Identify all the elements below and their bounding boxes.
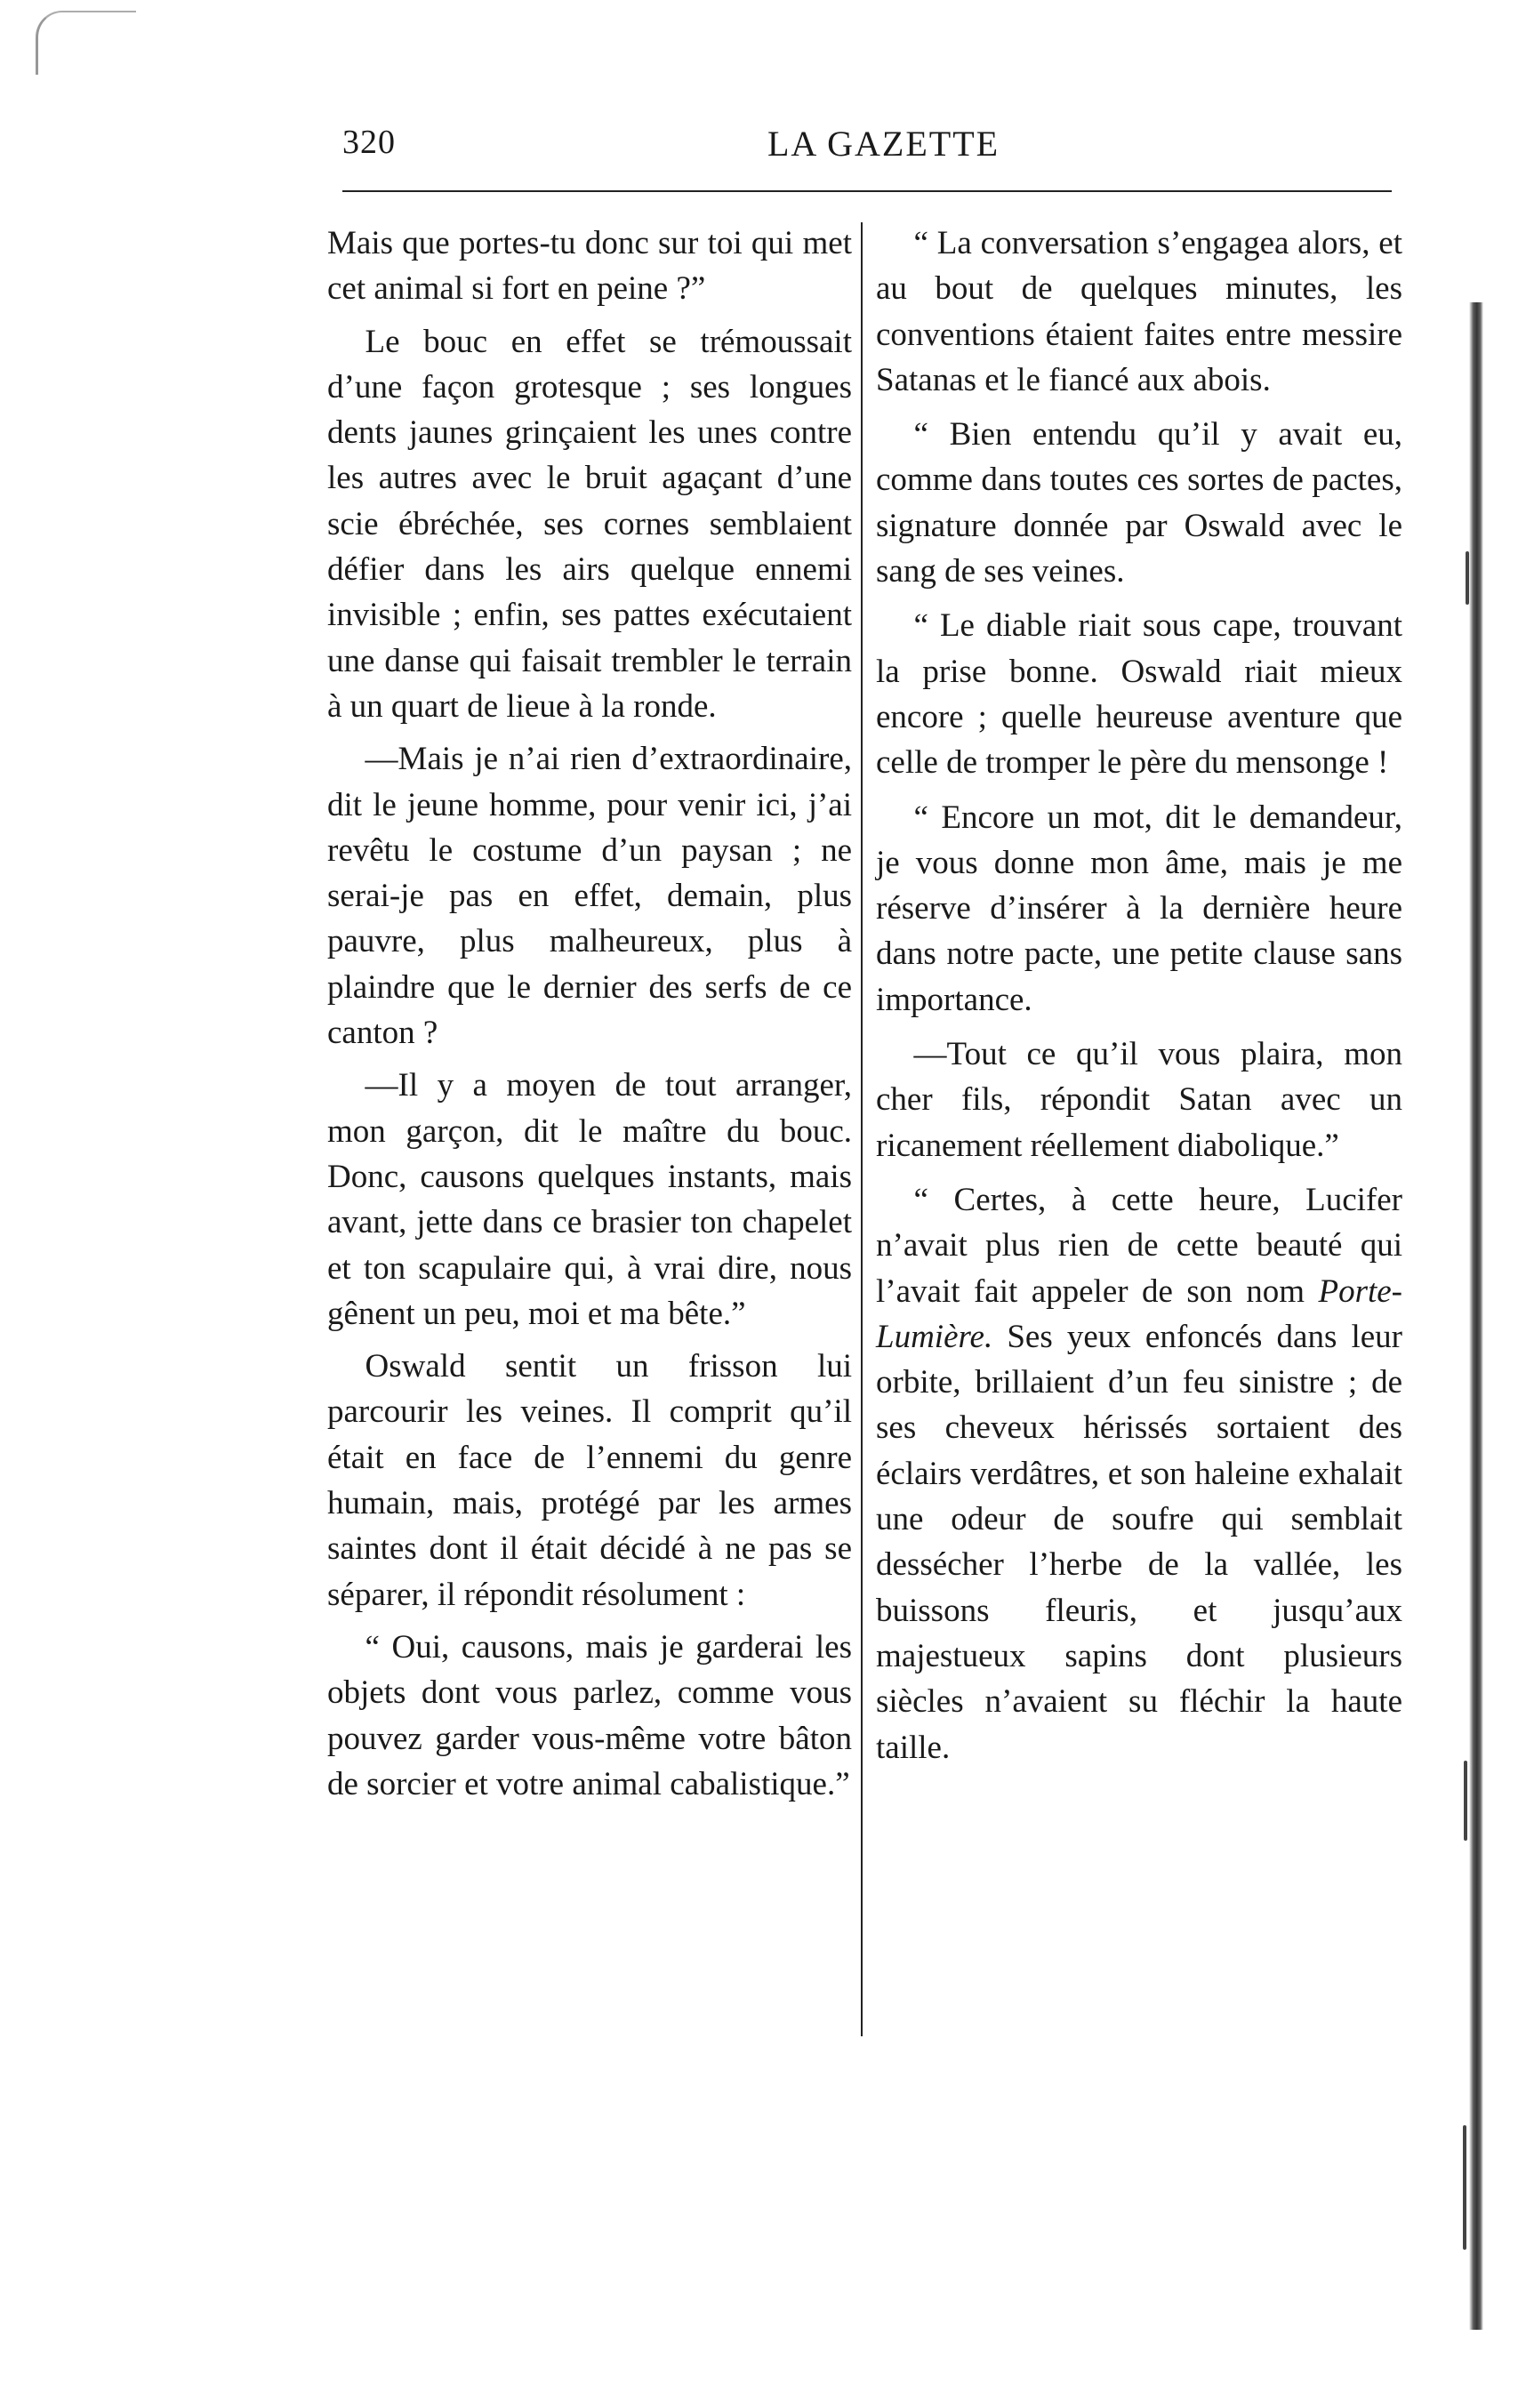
binding-edge bbox=[1469, 302, 1483, 2330]
paragraph: “ Le diable riait sous cape, trouvant la prise bonne. Oswald riait mieux encore ; quelle heureuse aventure que celle de tromper le père du mensonge ! bbox=[876, 607, 1402, 782]
scan-artifact bbox=[36, 11, 136, 75]
paragraph: “ La conversation s’engagea alors, et au bout de quelques minutes, les conventions étaient faites entre messire Satanas et le fiancé aux abois. bbox=[876, 225, 1402, 398]
scan-speck bbox=[1464, 1761, 1467, 1841]
page-header bbox=[342, 123, 1392, 176]
paragraph: Oswald sentit un frisson lui parcourir les veines. Il comprit qu’il était en face de l’ennemi du genre humain, mais, protégé par les armes saintes dont il était décidé à ne pas se séparer, il répondit résolument : bbox=[327, 1348, 852, 1613]
paragraph: “ Bien entendu qu’il y avait eu, comme dans toutes ces sortes de pactes, signature donnée par Oswald avec le sang de ses veines. bbox=[876, 416, 1402, 590]
column-divider bbox=[861, 222, 863, 2036]
page-number: 320 bbox=[342, 124, 396, 161]
paragraph-text: Ses yeux enfoncés dans leur orbite, brillaient d’un feu sinistre ; de ses cheveux hérissés sortaient des éclairs verdâtres, et son haleine exhalait une odeur de soufre qui semblait dessécher l’herbe de la vallée, les buissons fleuris, et jusqu’aux majestueux sapins dont plusieurs siècles n’avaient su fléchir la haute taille. bbox=[876, 1318, 1402, 1766]
paragraph: —Mais je n’ai rien d’extraordinaire, dit le jeune homme, pour venir ici, j’ai revêtu le costume d’un paysan ; ne serai-je pas en effet, demain, plus pauvre, plus malheureux, plus à plaindre que le dernier des serfs de ce canton ? bbox=[327, 741, 852, 1052]
paragraph: —Il y a moyen de tout arranger, mon garçon, dit le maître du bouc. Donc, causons quelques instants, mais avant, jette dans ce brasier ton chapelet et ton scapulaire qui, à vrai dire, nous gênent un peu, moi et ma bête.” bbox=[327, 1067, 852, 1332]
paragraph: —Tout ce qu’il vous plaira, mon cher fils, répondit Satan avec un ricanement réellement diabolique.” bbox=[876, 1036, 1402, 1164]
header-rule bbox=[342, 190, 1392, 192]
running-title: LA GAZETTE bbox=[767, 124, 1000, 164]
paragraph: “ Oui, causons, mais je garderai les objets dont vous parlez, comme vous pouvez garder vous-même votre bâton de sorcier et votre animal cabalistique.” bbox=[327, 1628, 852, 1802]
italic-name: Porte-Lumière. bbox=[876, 1272, 1402, 1355]
right-column bbox=[876, 221, 1402, 1770]
paragraph: Mais que portes-tu donc sur toi qui met cet animal si fort en peine ?” bbox=[327, 225, 852, 308]
scan-speck bbox=[1463, 2125, 1466, 2250]
paragraph: “ Encore un mot, dit le demandeur, je vous donne mon âme, mais je me réserve d’insérer à la dernière heure dans notre pacte, une petite clause sans importance. bbox=[876, 799, 1402, 1018]
paragraph-text: “ Certes, à cette heure, Lucifer n’avait plus rien de cette beauté qui l’avait fait appeler de son nom bbox=[876, 1181, 1402, 1310]
left-column bbox=[327, 221, 852, 1807]
scan-speck bbox=[1466, 551, 1469, 605]
paragraph bbox=[876, 1177, 1402, 1770]
paragraph: Le bouc en effet se trémoussait d’une façon grotesque ; ses longues dents jaunes grinçaient les unes contre les autres avec le bruit agaçant d’une scie ébréchée, ses cornes semblaient défier dans les airs quelque ennemi invisible ; enfin, ses pattes exécutaient une danse qui faisait trembler le terrain à un quart de lieue à la ronde. bbox=[327, 323, 852, 725]
